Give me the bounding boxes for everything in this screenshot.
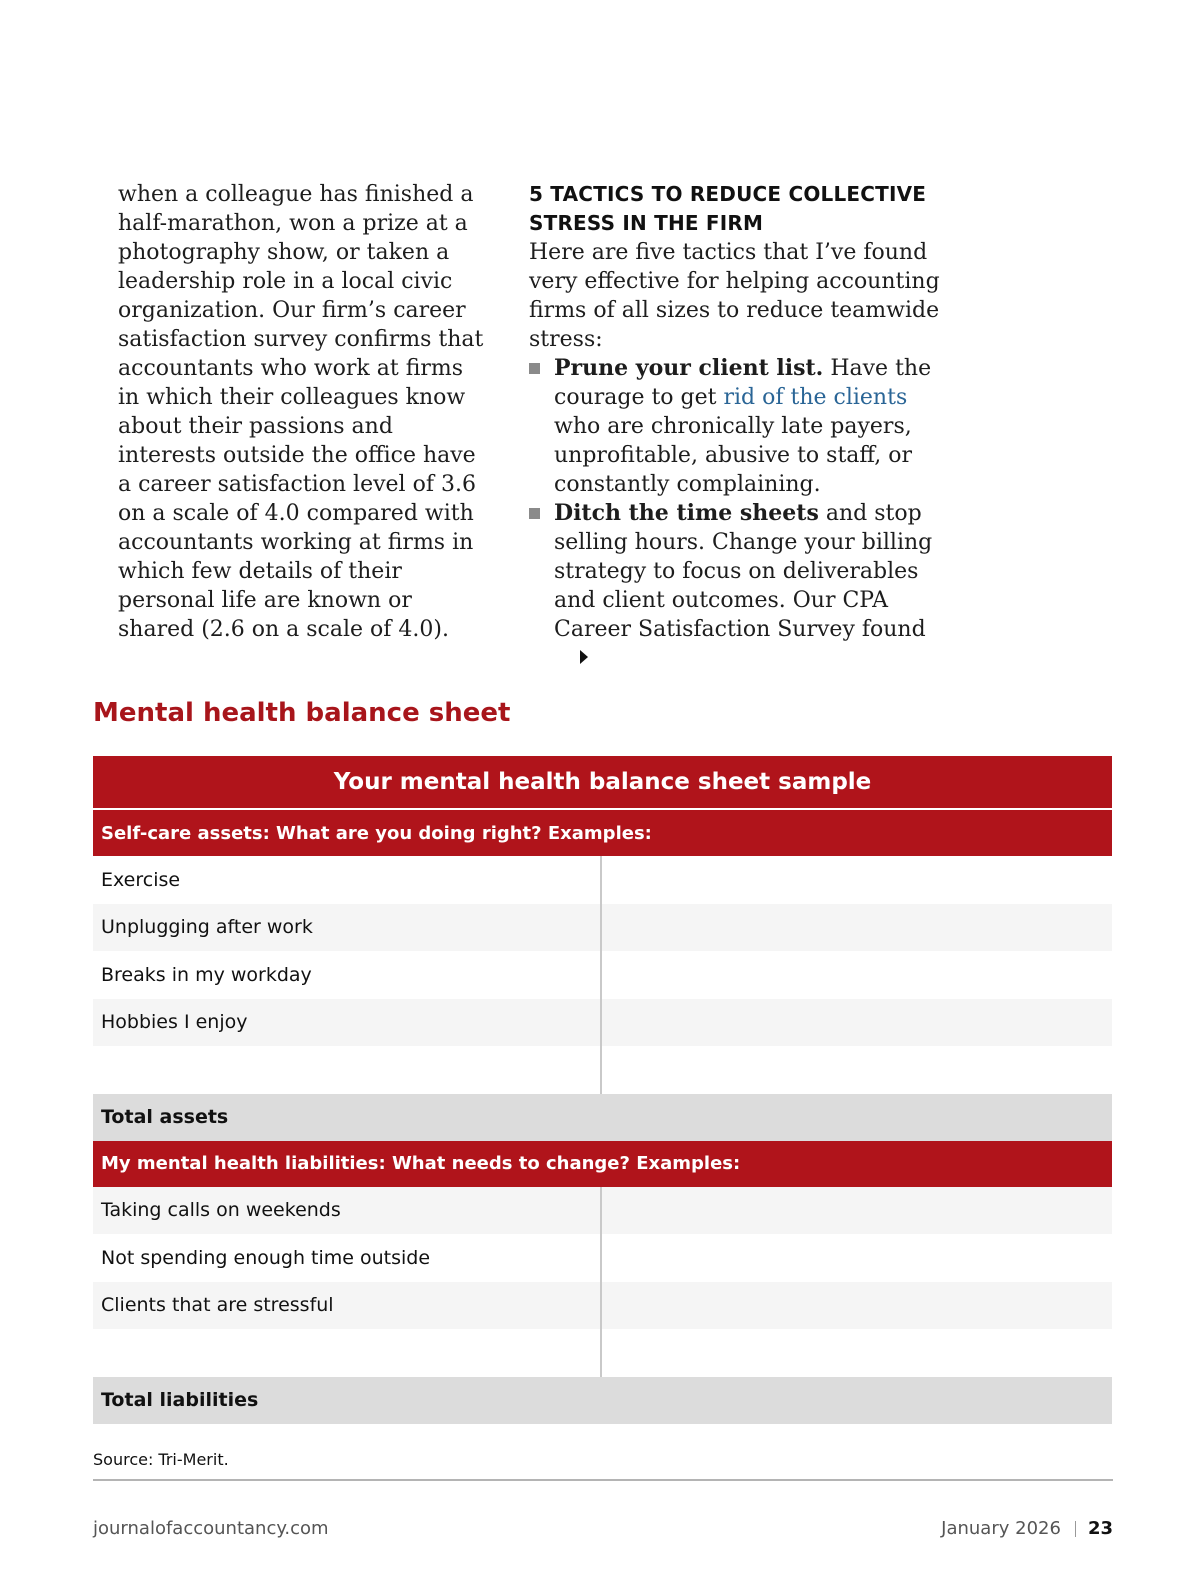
tactic-item-timesheets — [529, 499, 949, 673]
continued-arrow-icon — [580, 650, 588, 664]
square-bullet-icon — [529, 363, 540, 374]
table-header: Your mental health balance sheet sample — [93, 756, 1112, 810]
table-row — [93, 1234, 1112, 1282]
tactics-heading — [529, 180, 949, 238]
tactics-heading-line2: STRESS IN THE FIRM — [529, 211, 764, 235]
value-cell — [602, 856, 1112, 904]
tactic-text: Have the courage to get — [554, 356, 932, 410]
footer-date: January 2026 — [941, 1518, 1061, 1539]
value-cell — [602, 1234, 1112, 1282]
tactic-item-prune — [529, 354, 949, 499]
asset-cell: Breaks in my workday — [93, 951, 602, 999]
clients-link[interactable]: rid of the clients — [723, 385, 908, 410]
footer-separator — [1075, 1521, 1076, 1537]
table-row — [93, 1187, 1112, 1235]
square-bullet-icon — [529, 508, 540, 519]
tactic-lead: Ditch the time sheets — [554, 500, 819, 526]
page-number: 23 — [1087, 1518, 1113, 1539]
assets-band: Self-care assets: What are you doing right? Examples: — [93, 810, 1112, 856]
left-column-text: when a colleague has finished a half-marathon, won a prize at a photography show, or taken a leadership role in a local civic organization. Our firm’s career satisfaction survey confirms that accountants who work at firms in which their colleagues know about their passions and interests outside the office have a career satisfaction level of 3.6 on a scale of 4.0 compared with accountants working at firms in which few details of their personal life are known or shared (2.6 on a scale of 4.0). — [118, 182, 484, 642]
table-row — [93, 951, 1112, 999]
balance-sheet-table — [93, 756, 1112, 1424]
value-cell — [602, 1282, 1112, 1330]
asset-cell: Unplugging after work — [93, 904, 602, 952]
value-cell — [602, 904, 1112, 952]
tactic-text: who are chronically late payers, unprofitable, abusive to staff, or constantly complaining. — [554, 414, 912, 497]
liability-cell: Not spending enough time outside — [93, 1234, 602, 1282]
footer-divider — [93, 1479, 1113, 1481]
tactic-lead: Prune your client list. — [554, 355, 824, 381]
tactics-heading-line1: 5 TACTICS TO REDUCE COLLECTIVE — [529, 182, 927, 206]
value-cell — [602, 951, 1112, 999]
tactics-intro: Here are five tactics that I’ve found very effective for helping accounting firms of all sizes to reduce teamwide stress: — [529, 240, 940, 352]
value-cell — [602, 1046, 1112, 1094]
table-row — [93, 1329, 1112, 1377]
table-row — [93, 999, 1112, 1047]
value-cell — [602, 1329, 1112, 1377]
liabilities-band: My mental health liabilities: What needs to change? Examples: — [93, 1141, 1112, 1187]
table-row — [93, 856, 1112, 904]
table-row — [93, 1046, 1112, 1094]
asset-cell: Exercise — [93, 856, 602, 904]
table-row — [93, 1282, 1112, 1330]
source-note: Source: Tri-Merit. — [93, 1450, 229, 1469]
value-cell — [602, 999, 1112, 1047]
liability-cell — [93, 1329, 602, 1377]
tactic-text: and stop selling hours. Change your billing strategy to focus on deliverables and client outcomes. Our CPA Career Satisfaction Survey found — [554, 501, 933, 642]
total-assets-row: Total assets — [93, 1094, 1112, 1141]
tactics-list — [529, 354, 949, 673]
value-cell — [602, 1187, 1112, 1235]
table-row — [93, 904, 1112, 952]
footer-site[interactable]: journalofaccountancy.com — [93, 1518, 329, 1539]
asset-cell — [93, 1046, 602, 1094]
balance-sheet-title: Mental health balance sheet — [93, 698, 511, 728]
right-column — [529, 180, 949, 673]
total-liabilities-row: Total liabilities — [93, 1377, 1112, 1424]
liability-cell: Clients that are stressful — [93, 1282, 602, 1330]
asset-cell: Hobbies I enjoy — [93, 999, 602, 1047]
liability-cell: Taking calls on weekends — [93, 1187, 602, 1235]
footer-page-info — [941, 1518, 1113, 1539]
